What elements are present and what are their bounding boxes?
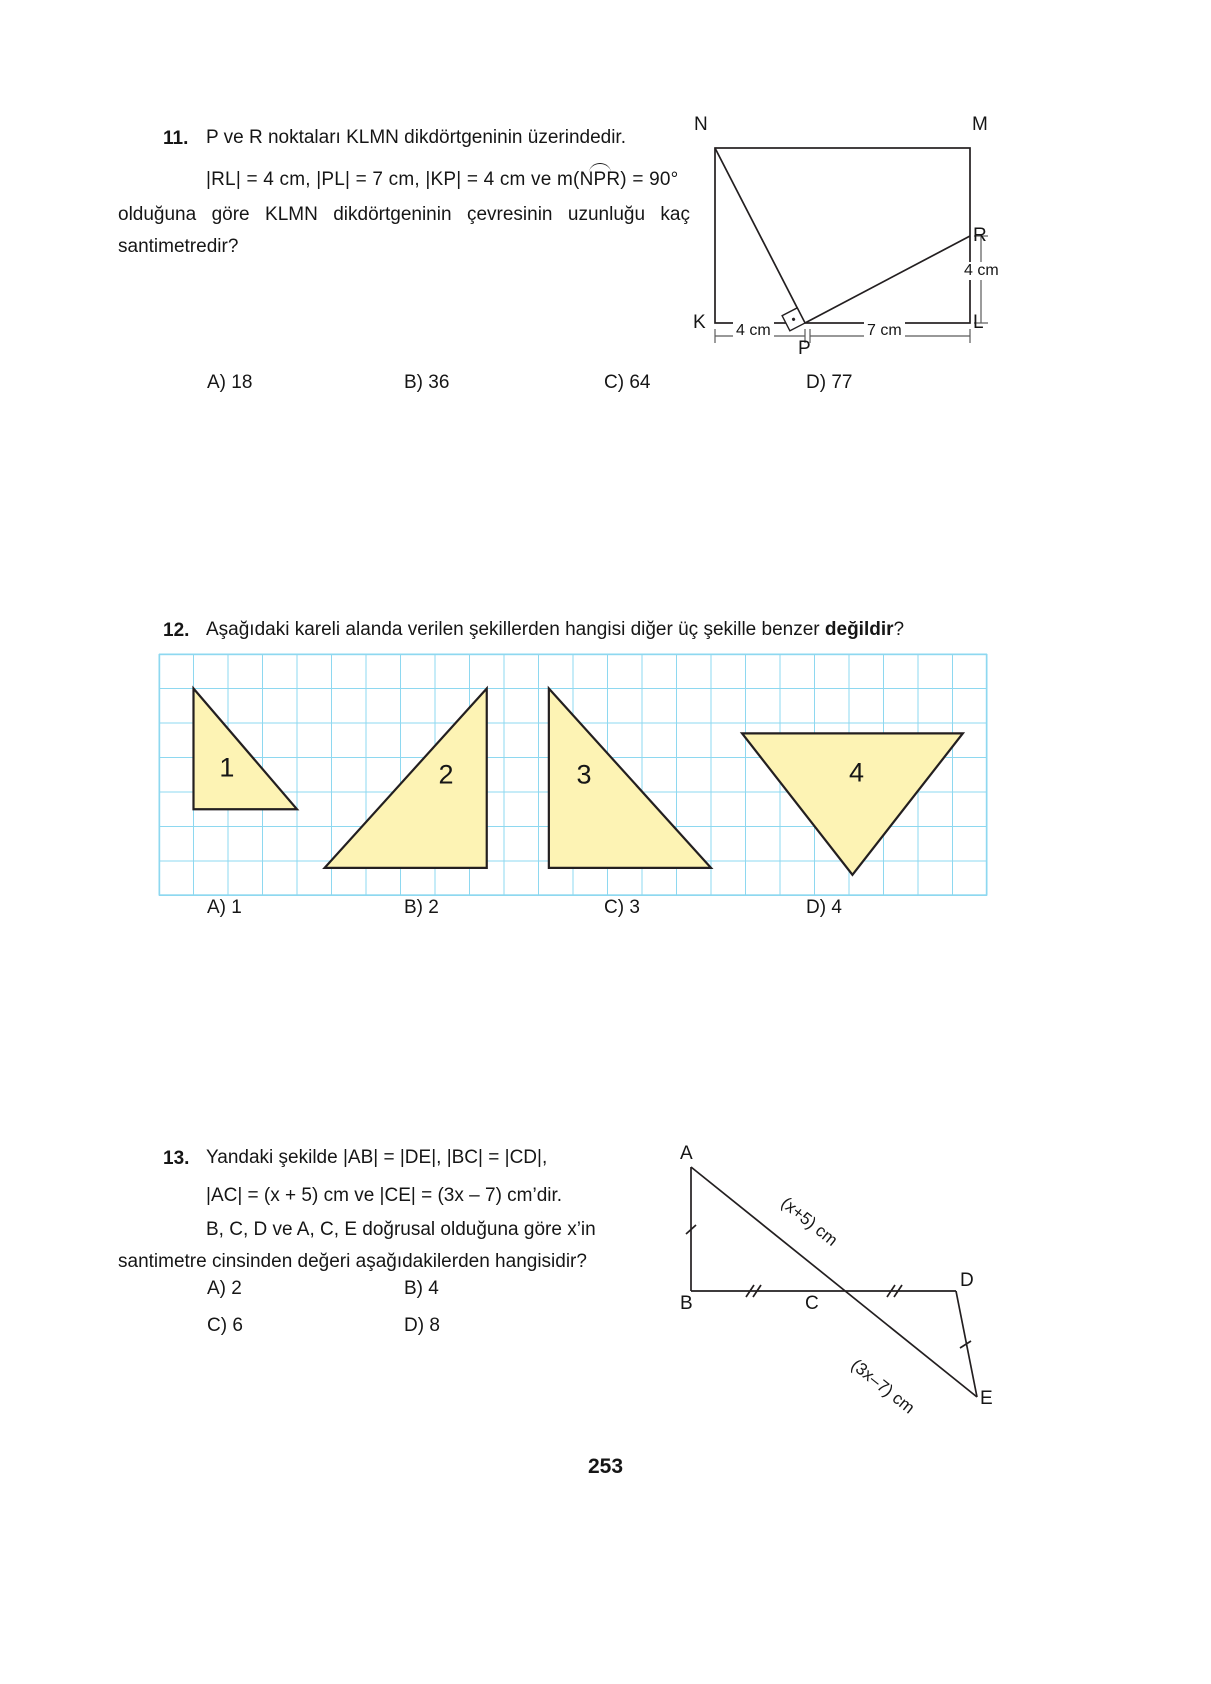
option-a-value: 1 <box>231 897 242 918</box>
page-number: 253 <box>587 1455 624 1478</box>
comma-1: , <box>436 1147 447 1168</box>
abs-pl: |PL| <box>316 169 351 190</box>
triangle-1[interactable] <box>194 689 298 810</box>
triangle-2[interactable] <box>325 689 487 868</box>
option-d-key: D) <box>404 1315 425 1336</box>
abs-ce: |CE| <box>379 1185 416 1206</box>
question-11-line-3: olduğuna göre KLMN dikdörtgeninin çevresinin uzunluğu kaç <box>118 204 690 225</box>
abs-kp-value: = 4 cm ve <box>466 169 552 190</box>
option-d-value: 8 <box>429 1315 440 1336</box>
question-13-line-3: B, C, D ve A, C, E doğrusal olduğuna göre x’in <box>206 1219 596 1240</box>
question-12-number: 12. <box>163 620 190 641</box>
question-12-figure <box>159 654 987 896</box>
triangle-label-2: 2 <box>438 759 454 790</box>
triangle-3[interactable] <box>549 689 711 868</box>
question-13-line-4: santimetre cinsinden değeri aşağıdakilerden hangisidir? <box>118 1251 587 1272</box>
eq-1: = <box>378 1147 400 1168</box>
question-11-figure <box>690 114 1010 359</box>
option-b[interactable] <box>404 897 439 919</box>
label-L: L <box>973 312 984 333</box>
abs-bc: |BC| <box>446 1147 483 1168</box>
option-c[interactable] <box>604 897 640 919</box>
abs-kp: |KP| <box>425 169 462 190</box>
abs-ac: |AC| <box>206 1185 243 1206</box>
option-c-key: C) <box>207 1315 228 1336</box>
ce-value: = (3x – 7) cm’dir. <box>415 1185 563 1206</box>
q12-text-emphasis: değildir <box>824 619 894 640</box>
option-b-key: B) <box>404 1278 423 1299</box>
q12-text-before: Aşağıdaki kareli alanda verilen şekillerden hangisi diğer üç şekille benzer <box>206 619 825 640</box>
question-11-number: 11. <box>163 128 189 149</box>
option-d-key: D) <box>806 897 827 918</box>
option-d-value: 77 <box>831 372 853 393</box>
abs-ab: |AB| <box>342 1147 379 1168</box>
option-b-value: 4 <box>428 1278 439 1299</box>
option-c-value: 3 <box>629 897 640 918</box>
option-c-key: C) <box>604 372 625 393</box>
option-d-value: 4 <box>831 897 842 918</box>
question-13-line-1 <box>206 1148 547 1167</box>
abs-rl-value: = 4 cm, <box>246 169 311 190</box>
q13-pre: Yandaki şekilde <box>206 1147 343 1168</box>
dimension-side: 4 cm <box>964 262 999 279</box>
label-N: N <box>694 114 708 135</box>
triangle-label-1: 1 <box>219 752 235 783</box>
question-13-number: 13. <box>163 1148 190 1169</box>
question-13-line-2 <box>206 1186 562 1205</box>
label-ce-length: (3x–7) cm <box>847 1355 919 1418</box>
triangle-label-3: 3 <box>576 759 592 790</box>
abs-de: |DE| <box>399 1147 437 1168</box>
option-c-value: 64 <box>629 372 651 393</box>
option-a[interactable] <box>207 897 242 919</box>
option-a-key: A) <box>207 1278 226 1299</box>
angle-measure: m( NPR) <box>557 169 627 190</box>
option-d-key: D) <box>806 372 827 393</box>
angle-value: = 90° <box>632 169 679 190</box>
right-angle-marker <box>782 308 805 331</box>
question-12-prompt <box>206 620 904 639</box>
label-D: D <box>960 1270 974 1291</box>
option-c[interactable] <box>207 1315 243 1337</box>
dimension-right: 7 cm <box>864 322 905 340</box>
ac-value: = (x + 5) cm ve <box>242 1185 380 1206</box>
option-a[interactable] <box>207 372 252 394</box>
angle-npr: NPR <box>580 170 621 189</box>
option-c-value: 6 <box>232 1315 243 1336</box>
option-a-value: 2 <box>231 1278 242 1299</box>
triangle-label-4: 4 <box>849 757 865 788</box>
label-B: B <box>680 1293 693 1314</box>
label-P: P <box>798 338 811 359</box>
label-E: E <box>980 1388 993 1409</box>
label-ac-length: (x+5) cm <box>777 1193 842 1250</box>
option-b-key: B) <box>404 897 423 918</box>
abs-rl: |RL| <box>206 169 241 190</box>
question-11-line-2 <box>206 170 706 189</box>
option-c[interactable] <box>604 372 650 394</box>
label-C: C <box>805 1293 819 1314</box>
question-11-line-1: P ve R noktaları KLMN dikdörtgeninin üzerindedir. <box>206 127 626 148</box>
question-13-figure <box>660 1145 1020 1425</box>
dimension-left: 4 cm <box>733 322 774 340</box>
grid-canvas <box>159 654 987 896</box>
option-a-value: 18 <box>231 372 253 393</box>
option-d[interactable] <box>806 897 842 919</box>
label-K: K <box>693 312 706 333</box>
option-b[interactable] <box>404 372 449 394</box>
option-b-value: 36 <box>428 372 450 393</box>
option-b[interactable] <box>404 1278 439 1300</box>
option-d[interactable] <box>806 372 852 394</box>
option-c-key: C) <box>604 897 625 918</box>
option-a-key: A) <box>207 372 226 393</box>
option-b-value: 2 <box>428 897 439 918</box>
label-A: A <box>680 1143 693 1164</box>
abs-cd: |CD| <box>504 1147 542 1168</box>
option-d[interactable] <box>404 1315 440 1337</box>
option-a-key: A) <box>207 897 226 918</box>
question-11-line-4: santimetredir? <box>118 236 239 257</box>
abs-pl-value: = 7 cm, <box>355 169 420 190</box>
q12-text-after: ? <box>893 619 905 640</box>
option-a[interactable] <box>207 1278 242 1300</box>
angle-arc-icon <box>589 163 611 173</box>
option-b-key: B) <box>404 372 423 393</box>
label-M: M <box>972 114 988 135</box>
label-R: R <box>973 225 987 246</box>
eq-2: = <box>482 1147 505 1168</box>
comma-2: , <box>541 1147 548 1168</box>
triangle-4[interactable] <box>742 733 963 874</box>
